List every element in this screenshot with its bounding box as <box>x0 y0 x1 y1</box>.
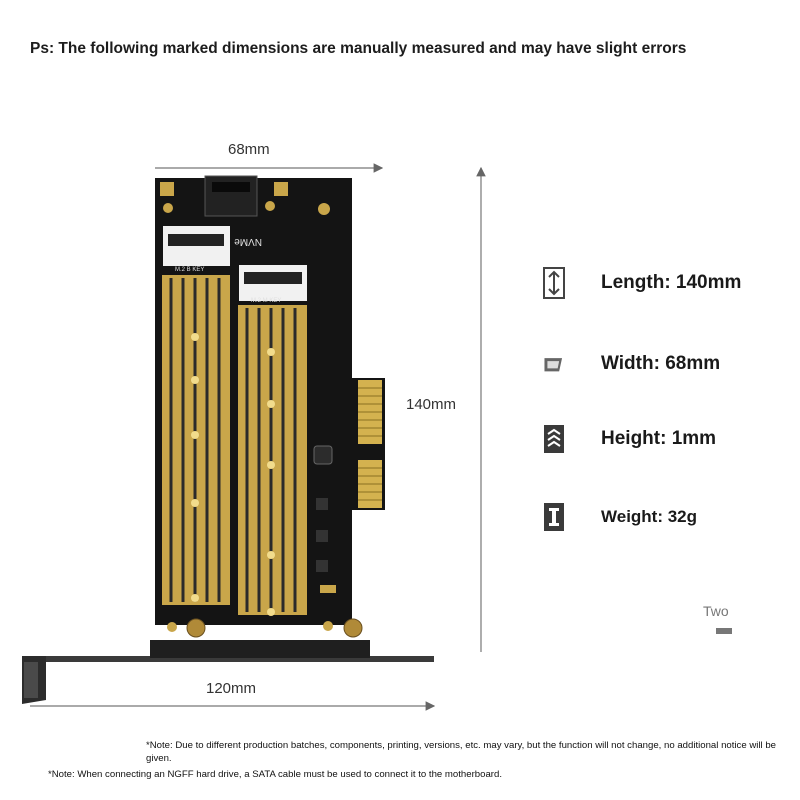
height-icon <box>543 424 565 454</box>
spec-height <box>543 422 717 456</box>
capacitor <box>314 446 332 464</box>
spec-length-text: Length: 140mm <box>601 272 742 293</box>
measurement-notice: Ps: The following marked dimensions are manually measured and may have slight errors <box>30 40 687 57</box>
footnote-sata: *Note: When connecting an NGFF hard drive, a SATA cable must be used to connect it to the motherboard. <box>48 769 502 780</box>
spec-height-text: Height: 1mm <box>601 428 717 449</box>
weight-icon <box>543 502 565 532</box>
screw <box>187 619 205 637</box>
side-length-label: 140mm <box>406 396 457 413</box>
extra-label: Two <box>703 603 729 619</box>
spec-weight <box>543 500 698 534</box>
footnote-batch: *Note: Due to different production batches, components, printing, versions, etc. may vary, but the function will not change, no additional notice will be given. <box>146 740 776 764</box>
spec-width-text: Width: 68mm <box>601 353 721 374</box>
slot-label-b: M.2 B KEY <box>175 267 205 273</box>
bottom-width-label: 120mm <box>206 680 257 697</box>
pcb-board <box>155 176 385 637</box>
slot-label-m: M.2 M KEY <box>251 298 282 304</box>
length-icon <box>543 268 565 298</box>
top-width-label: 68mm <box>228 141 270 158</box>
spec-weight-text: Weight: 32g <box>601 507 698 526</box>
width-icon <box>543 349 565 379</box>
nvme-logo: NVMe <box>234 236 262 247</box>
spec-length <box>543 266 742 300</box>
extra-dash <box>716 628 732 634</box>
spec-width <box>543 347 721 381</box>
